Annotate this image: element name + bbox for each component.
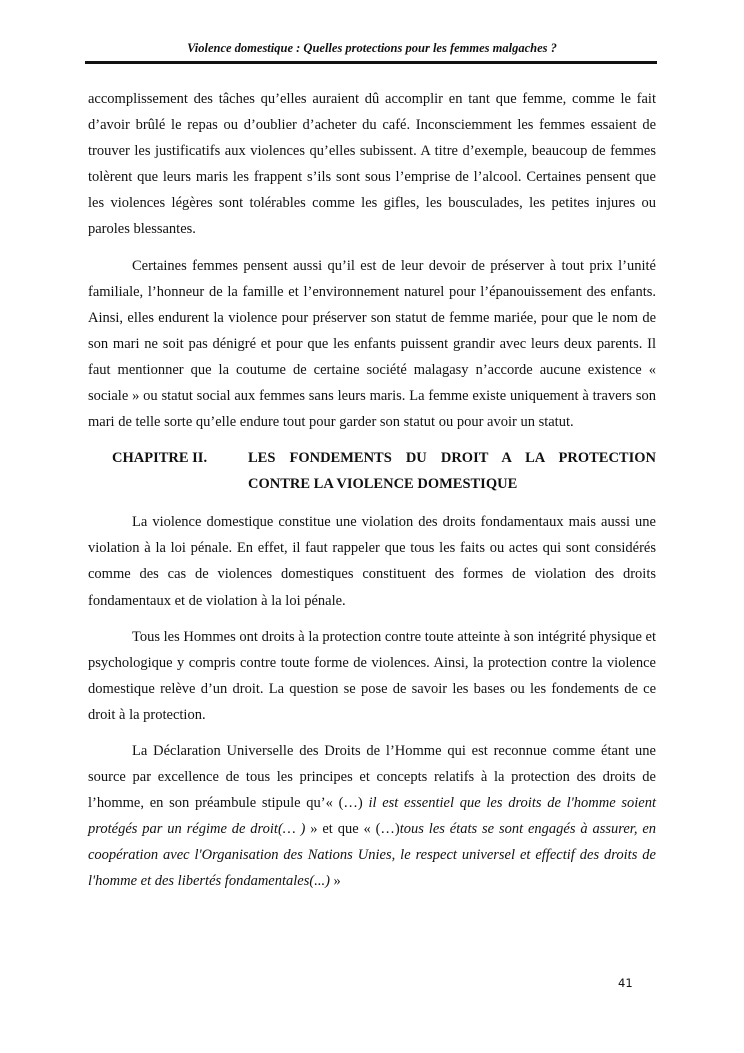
chapter-heading [88,445,656,497]
udhr-quote-1: il est essentiel que les droits de l'homme soient protégés par un régime de droit(… ) [88,795,656,838]
running-header: Violence domestique : Quelles protections pour les femmes malgaches ? [187,41,557,55]
paragraph-udhr [88,738,656,895]
page-number: 41 [618,976,633,990]
chapter-number: CHAPITRE II. [112,450,208,467]
udhr-text-2: » et que « (…) [310,821,400,838]
header-rule [85,61,657,64]
page-body [88,86,656,905]
paragraph-violation: La violence domestique constitue une violation des droits fondamentaux mais aussi une violation à la loi pénale. En effet, il faut rappeler que tous les faits ou actes qui sont considérés comme des cas de violences domestiques constituent des formes de violation des droits fondamentaux et de violation à la loi pénale. [88,514,656,609]
udhr-text-1: La Déclaration Universelle des Droits de l’Homme qui est reconnue comme étant une source par excellence de tous les principes et concepts relatifs à la protection des droits de l’homme, en son préambule stipule qu’« (…) [88,742,656,812]
chapter-title: LES FONDEMENTS DU DROIT A LA PROTECTION CONTRE LA VIOLENCE DOMESTIQUE [248,450,656,493]
paragraph-right-protection: Tous les Hommes ont droits à la protection contre toute atteinte à son intégrité physique et psychologique y compris contre toute forme de violences. Ainsi, la protection contre la violence domestique relève d’un droit. La question se pose de savoir les bases ou les fondements de ce droit à la protection. [88,628,656,723]
paragraph-continuation: accomplissement des tâches qu’elles auraient dû accomplir en tant que femme, comme le fait d’avoir brûlé le repas ou d’oublier d’acheter du café. Inconsciemment les femmes essaient de trouver les justificatifs aux violences qu’elles subissent. A titre d’exemple, beaucoup de femmes tolèrent que leurs maris les frappent s’ils sont sous l’emprise de l’alcool. Certaines pensent que les violences légères sont tolérables comme les gifles, les bousculades, les petites injures ou paroles blessantes. [88,91,656,238]
udhr-text-3: » [329,873,341,890]
paragraph-family-unity: Certaines femmes pensent aussi qu’il est de leur devoir de préserver à tout prix l’unité familiale, l’honneur de la famille et l’environnement naturel pour l’épanouissement des enfants. Ainsi, elles endurent la violence pour préserver son statut de femme mariée, pour que le nom de son mari ne soit pas dénigré et pour que les enfants puissent grandir avec leurs deux parents. Il faut mentionner que la coutume de certaine société malagasy n’accorde aucune existence « sociale » ou statut social aux femmes sans leurs maris. La femme existe uniquement à travers son mari de telle sorte qu’elle endure tout pour garder son statut ou pour avoir un statut. [88,257,656,431]
udhr-quote-2: tous les états se sont engagés à assurer, en coopération avec l'Organisation des Nations Unies, le respect universel et effectif des droits de l'homme et des libertés fondamentales(...) [88,821,657,890]
